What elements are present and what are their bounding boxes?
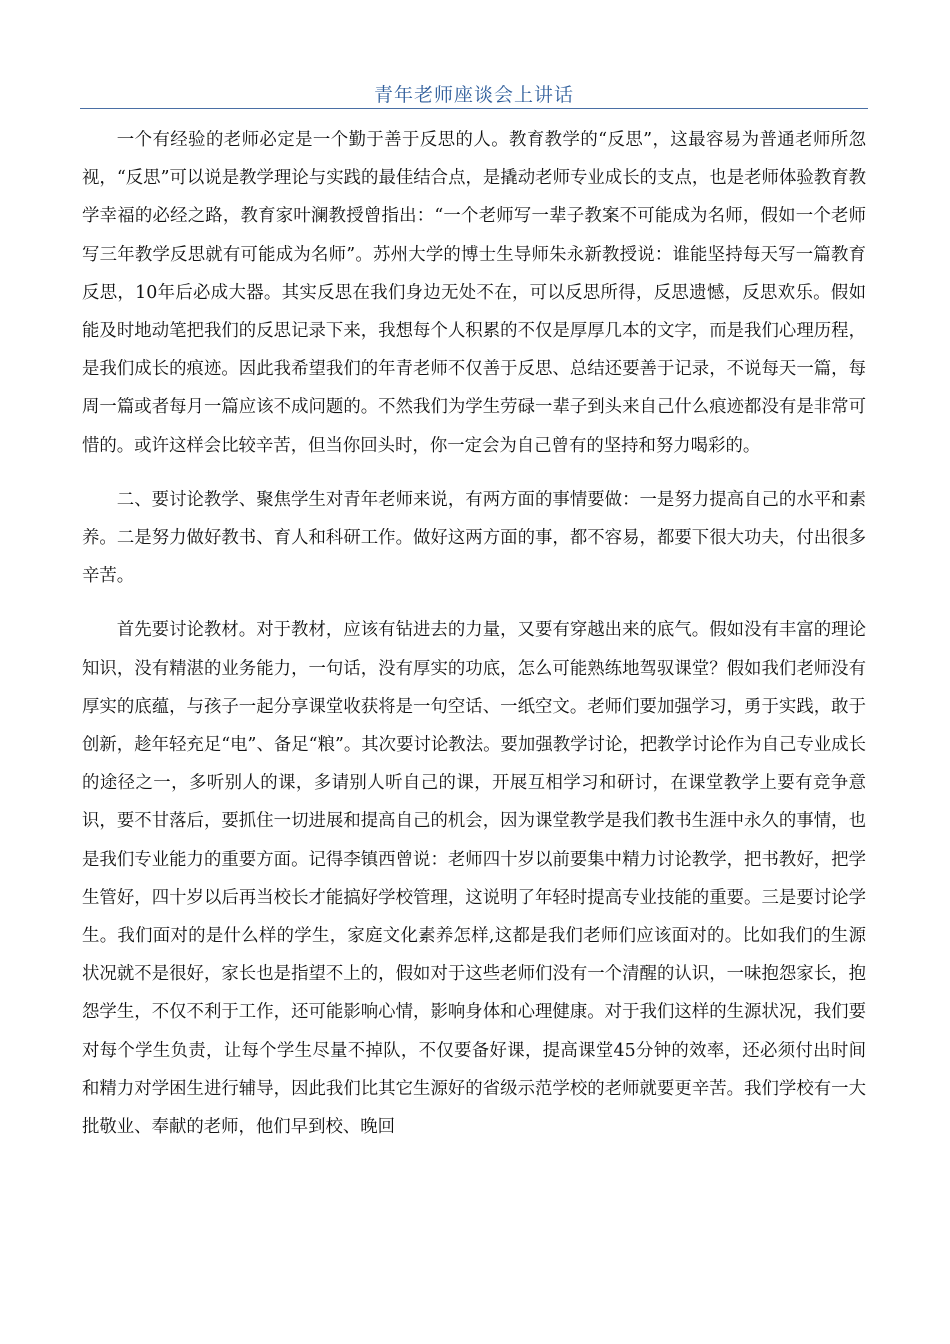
paragraph-reflection: 一个有经验的老师必定是一个勤于善于反思的人。教育教学的“反思”，这最容易为普通老师所忽视，“反思”可以说是教学理论与实践的最佳结合点，是撬动老师专业成长的支点，也是老师体验教育教学幸福的必经之路，教育家叶澜教授曾指出：“一个老师写一辈子教案不可能成为名师，假如一个老师写三年教学反思就有可能成为名师”。苏州大学的博士生导师朱永新教授说：谁能坚持每天写一篇教育反思，10年后必成大器。其实反思在我们身边无处不在，可以反思所得，反思遗憾，反思欢乐。假如能及时地动笔把我们的反思记录下来，我想每个人积累的不仅是厚厚几本的文字，而是我们心理历程，是我们成长的痕迹。因此我希望我们的年青老师不仅善于反思、总结还要善于记录，不说每天一篇，每周一篇或者每月一篇应该不成问题的。不然我们为学生劳碌一辈子到头来自己什么痕迹都没有是非常可惜的。或许这样会比较辛苦，但当你回头时，你一定会为自己曾有的坚持和努力喝彩的。 xyxy=(82,130,866,456)
paragraph-study-teaching: 二、要讨论教学、聚焦学生对青年老师来说，有两方面的事情要做：一是努力提高自己的水平和素养。二是努力做好教书、育人和科研工作。做好这两方面的事，都不容易，都要下很大功夫，付出很多辛苦。 xyxy=(82,489,866,587)
header-divider xyxy=(80,108,868,109)
document-title: 青年老师座谈会上讲话 xyxy=(373,84,574,106)
document-body xyxy=(82,121,866,1146)
paragraph-study-materials: 首先要讨论教材。对于教材，应该有钻进去的力量，又要有穿越出来的底气。假如没有丰富的理论知识，没有精湛的业务能力，一句话，没有厚实的功底，怎么可能熟练地驾驭课堂？假如我们老师没有厚实的底蕴，与孩子一起分享课堂收获将是一句空话、一纸空文。老师们要加强学习，勇于实践，敢于创新，趁年轻充足“电”、备足“粮”。其次要讨论教法。要加强教学讨论，把教学讨论作为自己专业成长的途径之一，多听别人的课，多请别人听自己的课，开展互相学习和研讨，在课堂教学上要有竞争意识，要不甘落后，要抓住一切进展和提高自己的机会，因为课堂教学是我们教书生涯中永久的事情，也是我们专业能力的重要方面。记得李镇西曾说：老师四十岁以前要集中精力讨论教学，把书教好，把学生管好，四十岁以后再当校长才能搞好学校管理，这说明了年轻时提高专业技能的重要。三是要讨论学生。我们面对的是什么样的学生，家庭文化素养怎样,这都是我们老师们应该面对的。比如我们的生源状况就不是很好，家长也是指望不上的，假如对于这些老师们没有一个清醒的认识，一味抱怨家长，抱怨学生，不仅不利于工作，还可能影响心情，影响身体和心理健康。对于我们这样的生源状况，我们要对每个学生负责，让每个学生尽量不掉队，不仅要备好课，提高课堂45分钟的效率，还必须付出时间和精力对学困生进行辅导，因此我们比其它生源好的省级示范学校的老师就要更辛苦。我们学校有一大批敬业、奉献的老师，他们早到校、晚回 xyxy=(82,620,866,1138)
